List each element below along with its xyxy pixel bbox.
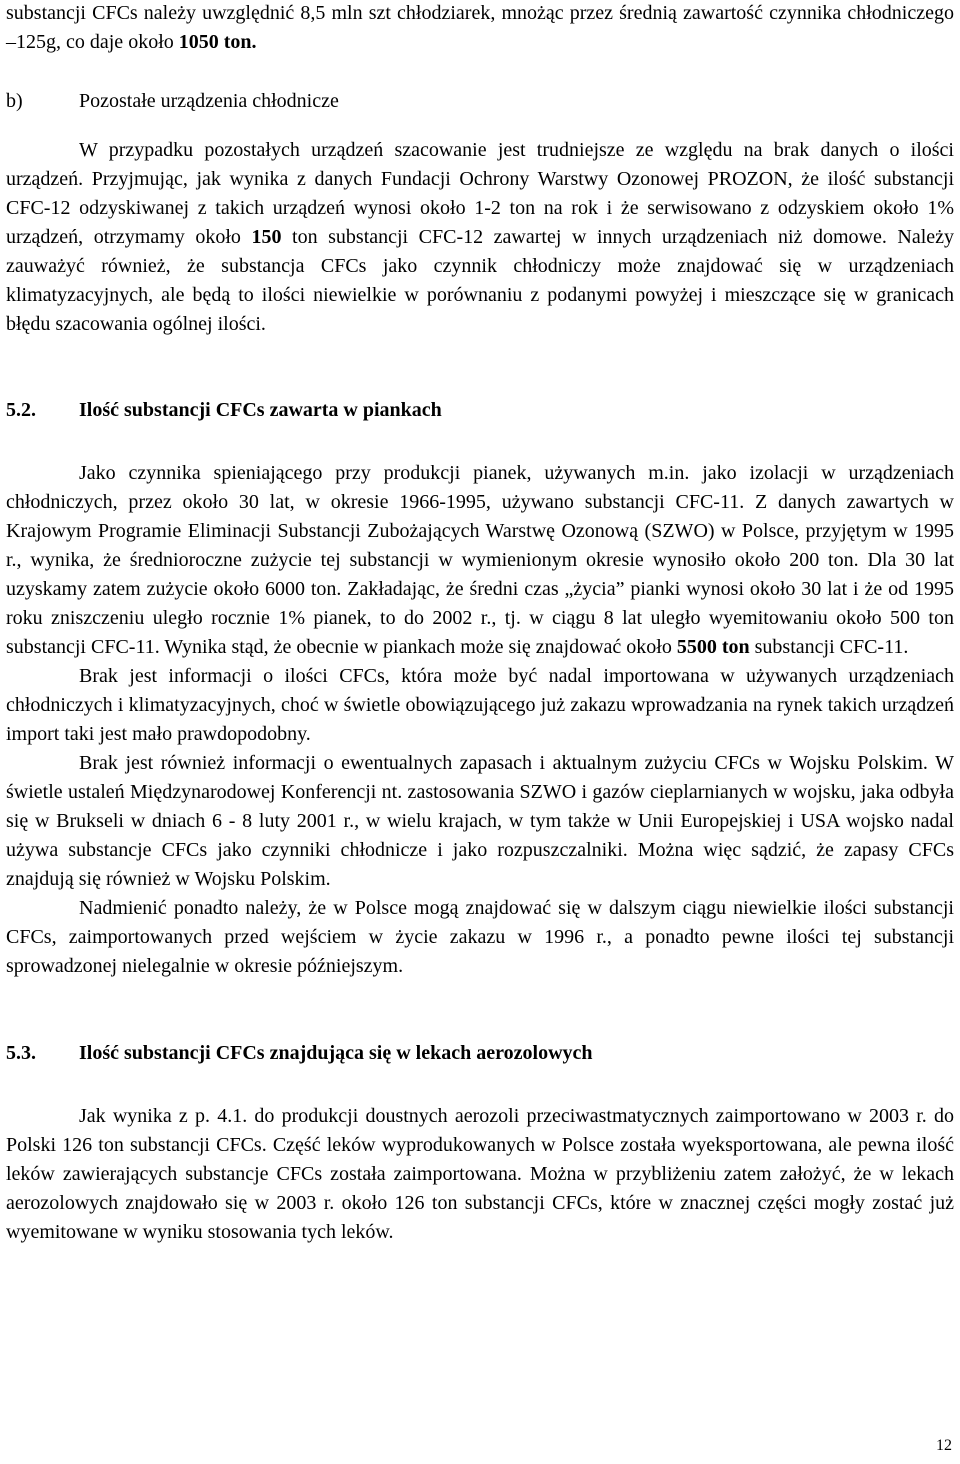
paragraph-aerosols: Jak wynika z p. 4.1. do produkcji doustnych aerozoli przeciwastmatycznych zaimportowano w 2003 r. do Polski 126 ton substancji CFCs. Część leków wyprodukowanych w Polsce została wyeksportowana, ale pewna ilość leków zawierających substancje CFCs została zaimportowana. Można w przybliżeniu zatem założyć, że w lekach aerozolowych znajdowało się w 2003 r. około 126 ton substancji CFCs, które w znacznej części mogły zostać już wyemitowane w wyniku stosowania tych leków.	[6, 1105, 954, 1243]
other-devices-bold-amount: 150	[251, 226, 282, 248]
section-heading-5-2	[6, 396, 954, 425]
subheading-title: Pozostałe urządzenia chłodnicze	[79, 90, 339, 112]
section-title: Ilość substancji CFCs zawarta w piankach	[79, 399, 442, 421]
intro-total-bold: 1050 ton.	[178, 31, 257, 53]
paragraph-import: Brak jest informacji o ilości CFCs, która może być nadal importowana w używanych urządzeniach chłodniczych i klimatyzacyjnych, choć w świetle obowiązującego już zakazu wprowadzania na rynek takich urządzeń import taki jest mało prawdopodobny.	[6, 665, 954, 745]
paragraph-imported-before: Nadmienić ponadto należy, że w Polsce mogą znajdować się w dalszym ciągu niewielkie ilości substancji CFCs, zaimportowanych przed wejściem w życie zakazu w 1996 r., a ponadto pewne ilości tej substancji sprowadzonej nielegalnie w okresie późniejszym.	[6, 897, 954, 977]
section-number: 5.2.	[6, 399, 36, 421]
subheading-other-devices	[6, 87, 954, 116]
paragraph-intro	[6, 0, 954, 57]
paragraph-foams: Jako czynnika spieniającego przy produkcji pianek, używanych m.in. jako izolacji w urządzeniach chłodniczych, przez około 30 lat, w okresie 1966-1995, używano substancji CFC-11. Z danych zawartych w Krajowym Programie Eliminacji Substancji Zubożających Warstwę Ozonową (SZWO) w Polsce, przyjętym w 1995 r., wynika, że średnioroczne zużycie tej substancji w wymienionym okresie wynosiło około 200 ton. Dla 30 lat uzyskamy zatem zużycie około 6000 ton. Zakładając, że średni czas „życia” pianki wynosi około 30 lat i że od 1995 roku zniszczeniu uległo rocznie 1% pianek, to do 2002 r., tj. w ciągu 8 lat uległo wyemitowaniu około 500 ton substancji CFC-11. Wynika stąd, że obecnie w piankach może się znajdować około 5500 ton substancji CFC-11.	[6, 462, 954, 658]
subheading-marker: b)	[6, 90, 23, 112]
paragraph-other-devices: W przypadku pozostałych urządzeń szacowanie jest trudniejsze ze względu na brak danych o ilości urządzeń. Przyjmując, jak wynika z danych Fundacji Ochrony Warstwy Ozonowej PROZON, że ilość substancji CFC-12 odzyskiwanej z takich urządzeń wynosi około 1-2 ton na rok i że serwisowano z odzyskiem około 1% urządzeń, otrzymamy około 150 ton substancji CFC-12 zawartej w innych urządzeniach niż domowe. Należy zauważyć również, że substancja CFCs jako czynnik chłodniczy może znajdować się w urządzeniach klimatyzacyjnych, ale będą to ilości niewielkie w porównaniu z podanymi powyżej i mieszczące się w granicach błędu szacowania ogólnej ilości.	[6, 139, 955, 335]
section-number: 5.3.	[6, 1042, 36, 1064]
page-number: 12	[936, 1437, 952, 1454]
paragraph-intro-text: substancji CFCs należy uwzględnić 8,5 mln szt chłodziarek, mnożąc przez średnią zawartość czynnika chłodniczego –125g, co daje około	[6, 2, 954, 53]
document-page	[6, 0, 954, 1247]
foams-bold-amount: 5500 ton	[676, 636, 750, 658]
section-title: Ilość substancji CFCs znajdująca się w lekach aerozolowych	[79, 1042, 593, 1064]
section-heading-5-3	[6, 1039, 954, 1068]
paragraph-army: Brak jest również informacji o ewentualnych zapasach i aktualnym zużyciu CFCs w Wojsku Polskim. W świetle ustaleń Międzynarodowej Konferencji nt. zastosowania SZWO i gazów cieplarnianych w wojsku, jaka odbyła się w Brukseli w dniach 6 - 8 luty 2001 r., w wielu krajach, w tym także w Unii Europejskiej i USA wojsko nadal używa substancje CFCs jako czynniki chłodnicze i jako rozpuszczalniki. Można więc sądzić, że zapasy CFCs znajdują się również w Wojsku Polskim.	[6, 752, 954, 890]
